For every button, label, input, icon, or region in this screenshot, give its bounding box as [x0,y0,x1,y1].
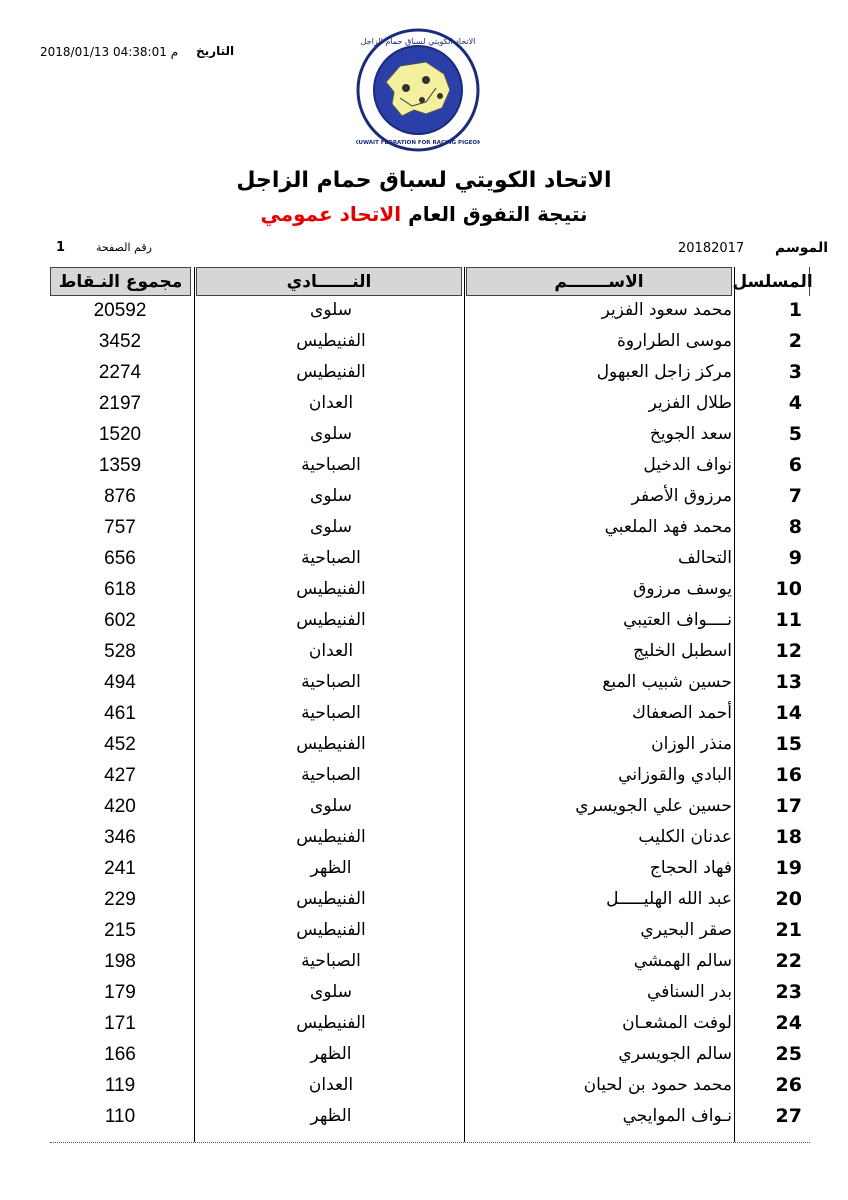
row-index: 22 [775,950,802,972]
row-points: 179 [104,982,136,1003]
column-divider [464,267,465,1142]
logo-text-top: الاتحاد الكويتي لسباق حمام الزاجل [360,37,476,46]
row-points: 215 [104,920,136,941]
row-name: سعد الجويخ [649,424,732,444]
row-index: 26 [775,1074,802,1096]
table-row [50,359,810,390]
row-club: الفنيطيس [296,331,366,351]
row-points: 452 [104,734,136,755]
row-points: 1359 [98,455,142,476]
row-points: 241 [104,858,136,879]
row-points: 110 [104,1106,136,1127]
row-points: 171 [104,1013,136,1034]
row-index: 17 [775,795,802,817]
column-header-club: النــــــادي [196,267,462,296]
table-row [50,886,810,917]
row-index: 14 [775,702,802,724]
row-points: 420 [104,796,136,817]
result-title-highlight: الاتحاد عمومي [260,202,402,226]
row-club: الصباحية [301,455,361,475]
table-row [50,390,810,421]
row-club: الصباحية [301,672,361,692]
date-label: التاريخ [196,44,235,58]
row-index: 21 [775,919,802,941]
row-index: 7 [788,485,802,507]
row-club: الصباحية [301,951,361,971]
row-points: 427 [104,765,136,786]
row-name: منذر الوزان [651,734,732,754]
row-index: 24 [775,1012,802,1034]
row-points: 198 [104,951,136,972]
row-index: 1 [788,299,802,321]
result-title [0,202,848,226]
row-club: العدان [308,1075,354,1095]
row-index: 18 [775,826,802,848]
table-row [50,576,810,607]
row-club: العدان [308,641,354,661]
column-header-index: المسلسل [736,267,810,296]
season-value: 20182017 [678,241,745,256]
row-points: 166 [104,1044,136,1065]
row-index: 5 [788,423,802,445]
row-club: الفنيطيس [296,610,366,630]
federation-logo [356,28,480,152]
row-points: 2274 [98,362,142,383]
table-row [50,700,810,731]
row-name: فهاد الحجاج [649,858,732,878]
row-points: 656 [104,548,136,569]
row-points: 461 [104,703,136,724]
table-row [50,1010,810,1041]
row-name: محمد فهد الملعبي [604,517,732,537]
row-club: سلوى [310,424,352,444]
federation-title: الاتحاد الكويتي لسباق حمام الزاجل [236,168,612,193]
row-points: 346 [104,827,136,848]
row-name: عبد الله الهليـــــل [606,889,732,909]
page-value: 1 [56,240,66,255]
row-club: الصباحية [301,703,361,723]
row-index: 23 [775,981,802,1003]
row-name: موسى الطراروة [617,331,732,351]
row-club: سلوى [310,796,352,816]
row-index: 13 [775,671,802,693]
row-index: 19 [775,857,802,879]
table-row [50,979,810,1010]
row-name: سالم الجويسري [618,1044,732,1064]
table-row [50,1041,810,1072]
row-points: 2197 [98,393,142,414]
row-club: الظهر [310,858,352,878]
row-index: 20 [775,888,802,910]
row-club: الصباحية [301,548,361,568]
row-name: أحمد الصعفاك [631,703,732,723]
row-name: بدر السنافي [647,982,732,1002]
row-name: اسطبل الخليج [633,641,732,661]
row-points: 229 [104,889,136,910]
row-club: الفنيطيس [296,362,366,382]
table-row [50,452,810,483]
table-row [50,824,810,855]
row-index: 16 [775,764,802,786]
table-row [50,762,810,793]
row-club: الظهر [310,1044,352,1064]
row-index: 27 [775,1105,802,1127]
row-club: العدان [308,393,354,413]
row-points: 3452 [98,331,142,352]
row-index: 9 [788,547,802,569]
table-row [50,948,810,979]
row-index: 25 [775,1043,802,1065]
row-club: الفنيطيس [296,1013,366,1033]
table-row [50,855,810,886]
row-club: الفنيطيس [296,920,366,940]
row-index: 4 [788,392,802,414]
row-name: حسين شبيب المبع [602,672,732,692]
table-row [50,328,810,359]
table-bottom-rule [50,1142,810,1143]
table-row [50,483,810,514]
table-row [50,545,810,576]
row-points: 528 [104,641,136,662]
date-value: 2018/01/13 04:38:01 م [40,45,179,59]
row-name: حسين علي الجويسري [575,796,732,816]
table-row [50,607,810,638]
row-club: الصباحية [301,765,361,785]
row-points: 602 [104,610,136,631]
row-name: طلال الفزير [648,393,732,413]
row-name: نـواف الموايجي [622,1106,732,1126]
row-name: مركز زاجل العبهول [596,362,732,382]
row-club: الظهر [310,1106,352,1126]
row-index: 10 [775,578,802,600]
row-name: محمد حمود بن لحيان [583,1075,732,1095]
row-club: سلوى [310,486,352,506]
row-index: 8 [788,516,802,538]
table-row [50,793,810,824]
result-title-prefix: نتيجة التفوق العام [408,202,588,226]
row-name: يوسف مرزوق [633,579,732,599]
season-label: الموسم [775,240,828,256]
row-points: 119 [104,1075,136,1096]
row-index: 11 [775,609,802,631]
row-club: سلوى [310,517,352,537]
row-index: 15 [775,733,802,755]
row-name: لوفت المشعـان [622,1013,732,1033]
row-index: 2 [788,330,802,352]
table-row [50,297,810,328]
row-name: محمد سعود الفزير [601,300,732,320]
row-club: سلوى [310,300,352,320]
table-row [50,638,810,669]
row-name: التحالف [678,548,732,568]
logo-text-bottom: KUWAIT FEDRATION FOR RACING PIGEON [356,140,480,146]
row-name: سالم الهمشي [633,951,732,971]
row-points: 876 [104,486,136,507]
row-name: نــــواف العتيبي [623,610,732,630]
row-club: الفنيطيس [296,889,366,909]
column-divider [734,267,735,1142]
table-row [50,1072,810,1103]
column-header-name: الاســـــــم [466,267,732,296]
row-points: 20592 [93,300,147,321]
row-name: صقر البحيري [640,920,732,940]
page-label: رقم الصفحة [96,241,152,254]
row-points: 757 [104,517,136,538]
row-name: عدنان الكليب [638,827,732,847]
row-points: 618 [104,579,136,600]
row-club: الفنيطيس [296,827,366,847]
table-row [50,1103,810,1134]
row-index: 3 [788,361,802,383]
column-header-points: مجموع النـقاط [50,267,191,296]
row-name: نواف الدخيل [643,455,732,475]
row-club: الفنيطيس [296,579,366,599]
row-points: 1520 [98,424,142,445]
row-index: 12 [775,640,802,662]
row-index: 6 [788,454,802,476]
column-divider [194,267,195,1142]
table-row [50,514,810,545]
table-row [50,669,810,700]
row-club: سلوى [310,982,352,1002]
row-name: البادي والقوزاني [618,765,732,785]
row-club: الفنيطيس [296,734,366,754]
table-row [50,731,810,762]
table-row [50,421,810,452]
row-name: مرزوق الأصفر [631,486,732,506]
table-row [50,917,810,948]
row-points: 494 [104,672,136,693]
